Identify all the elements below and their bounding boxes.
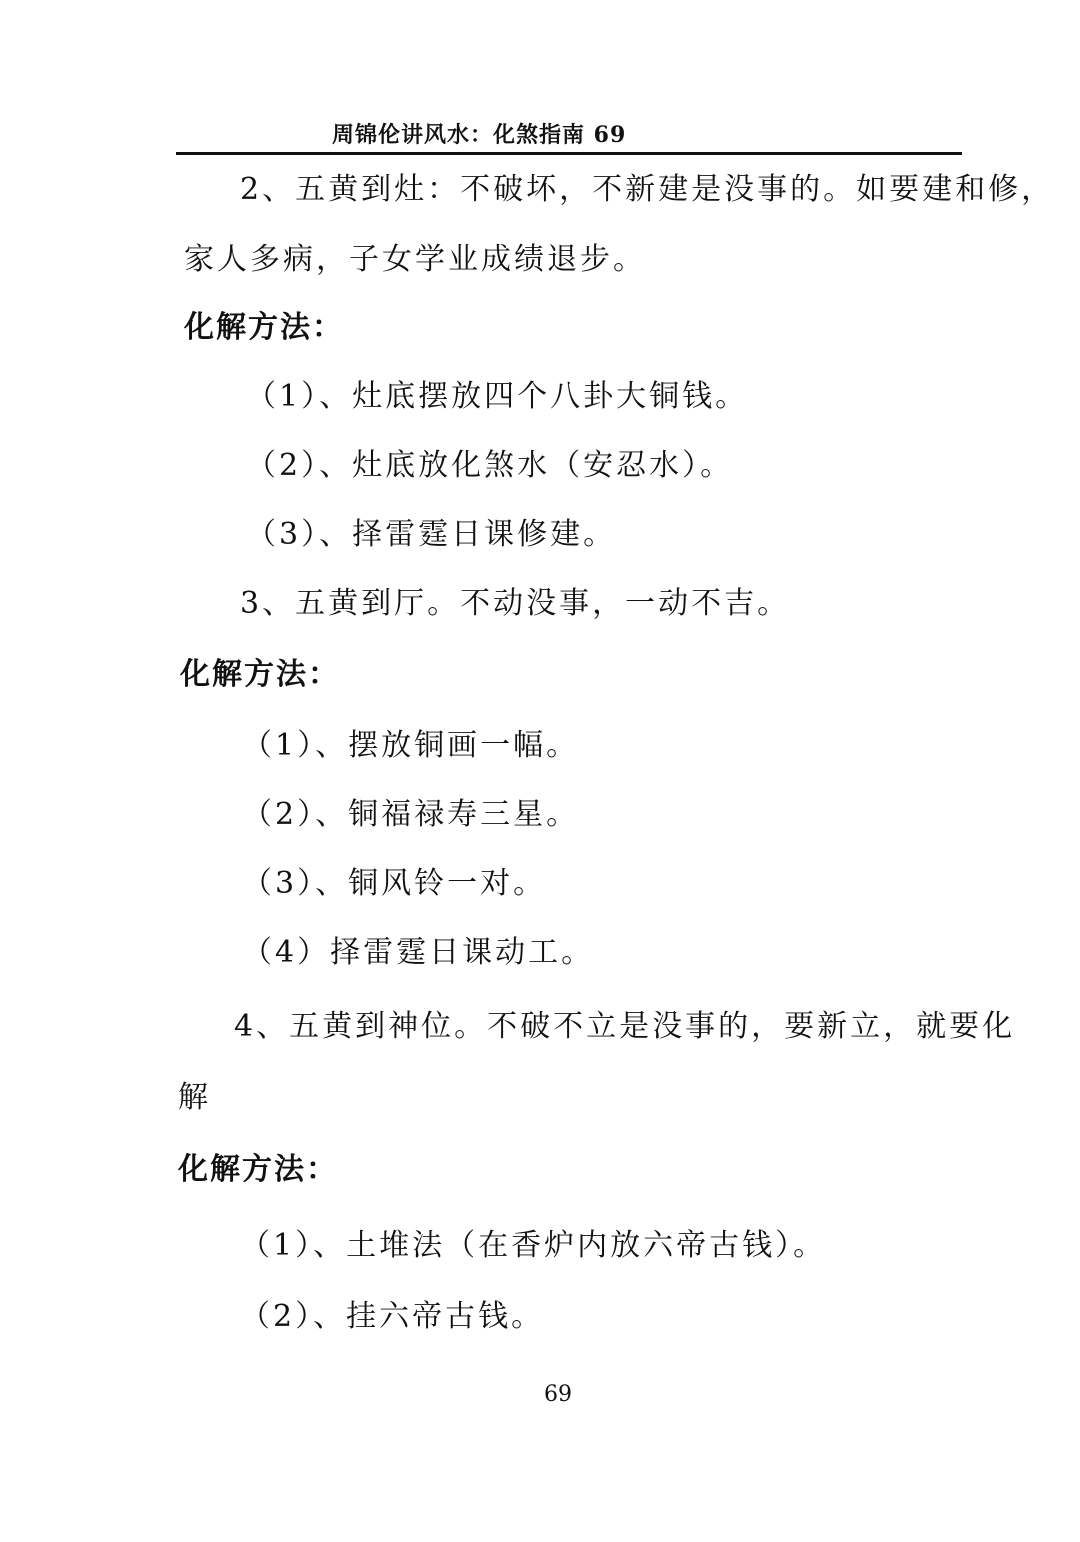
paragraph-item-2-line-1: 2、五黄到灶：不破坏，不新建是没事的。如要建和修，	[240, 172, 1055, 207]
paragraph-item-4-line-1: 4、五黄到神位。不破不立是没事的，要新立，就要化	[234, 1009, 1016, 1044]
list-item: （4）择雷霆日课动工。	[242, 935, 595, 970]
page-number: 69	[544, 1382, 572, 1407]
list-item: （1）、土堆法（在香炉内放六帝古钱）。	[240, 1228, 827, 1263]
section-heading-remedy: 化解方法：	[178, 1152, 338, 1187]
section-heading-remedy: 化解方法：	[184, 310, 344, 345]
list-item: （2）、铜福禄寿三星。	[242, 797, 580, 832]
list-item: （1）、灶底摆放四个八卦大铜钱。	[246, 379, 749, 414]
section-heading-remedy: 化解方法：	[180, 657, 340, 692]
list-item: （3）、择雷霆日课修建。	[246, 517, 617, 552]
list-item: （2）、灶底放化煞水（安忍水）。	[246, 448, 734, 483]
header-rule	[176, 152, 962, 155]
paragraph-item-2-line-2: 家人多病，子女学业成绩退步。	[184, 242, 646, 277]
paragraph-item-4-line-2: 解	[178, 1080, 211, 1115]
list-item: （3）、铜风铃一对。	[242, 866, 547, 901]
list-item: （1）、摆放铜画一幅。	[242, 728, 580, 763]
paragraph-item-3: 3、五黄到厅。不动没事，一动不吉。	[240, 586, 791, 621]
running-header: 周锦伦讲风水：化煞指南 69	[332, 122, 627, 148]
list-item: （2）、挂六帝古钱。	[240, 1299, 545, 1334]
